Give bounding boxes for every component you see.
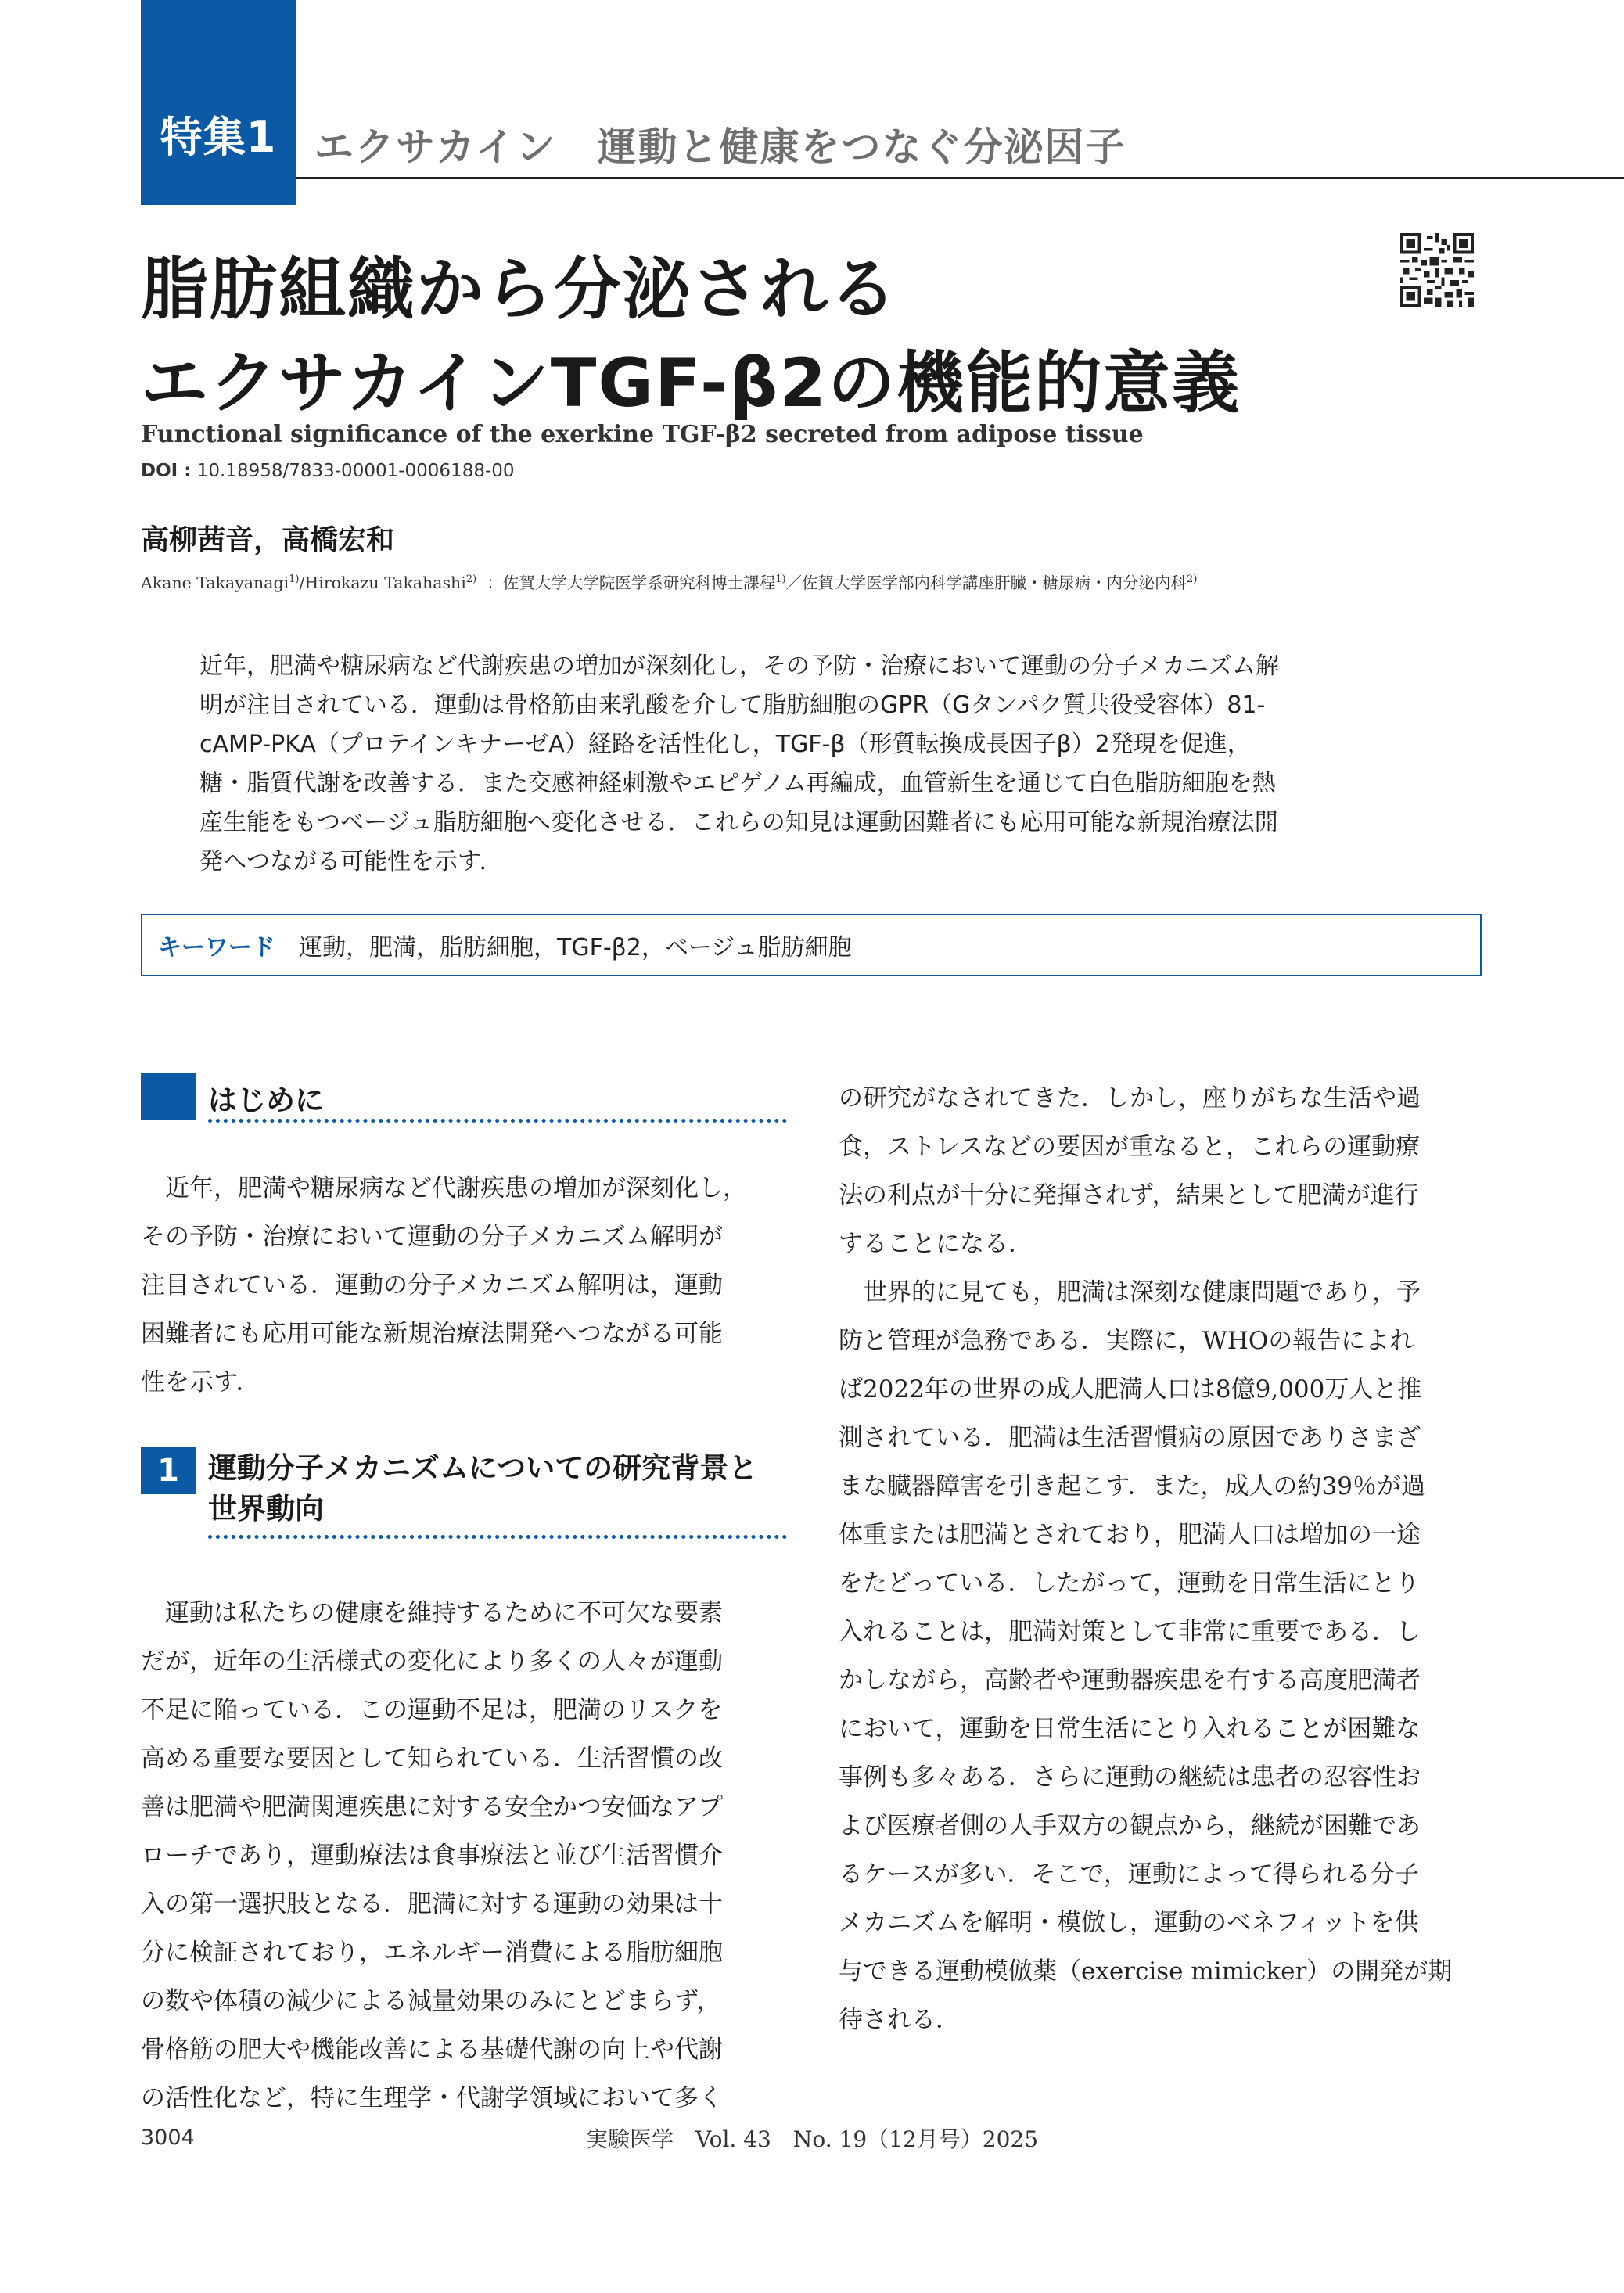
abstract-line: 産生能をもつベージュ脂肪細胞へ変化させる．これらの知見は運動困難者にも応用可能な新規治療法開 bbox=[199, 809, 1278, 836]
body-text-line: 事例も多々ある．さらに運動の継続は患者の忍容性お bbox=[839, 1763, 1421, 1792]
affiliation-author1: Akane Takayanagi bbox=[141, 573, 289, 592]
english-subtitle: Functional significance of the exerkine TGF-β2 secreted from adipose tissue bbox=[141, 421, 1144, 448]
abstract-line: 発へつながる可能性を示す． bbox=[199, 848, 503, 875]
body-text-line: メカニズムを解明・模倣し，運動のベネフィットを供 bbox=[839, 1909, 1419, 1937]
body-text-line: の研究がなされてきた．しかし，座りがちな生活や過 bbox=[839, 1084, 1421, 1112]
body-text-line: かしながら，高齢者や運動器疾患を有する高度肥満者 bbox=[839, 1666, 1421, 1695]
body-text-line: 骨格筋の肥大や機能改善による基礎代謝の向上や代謝 bbox=[141, 2036, 723, 2064]
body-text-line: 世界的に見ても，肥満は深刻な健康問題であり，予 bbox=[839, 1278, 1421, 1306]
affiliation-mark: 2) bbox=[465, 573, 477, 586]
abstract-line: cAMP-PKA（プロテインキナーゼA）経路を活性化し，TGF-β（形質転換成長因子β）2発現を促進， bbox=[199, 731, 1251, 758]
keyword-box bbox=[141, 914, 1482, 976]
body-text-line: の活性化など，特に生理学・代謝学領域において多く bbox=[141, 2084, 723, 2112]
body-text-line: 分に検証されており，エネルギー消費による脂肪細胞 bbox=[141, 1939, 723, 1967]
body-text-line: まな臓器障害を引き起こす．また，成人の約39％が過 bbox=[839, 1472, 1425, 1501]
body-text-line: において，運動を日常生活にとり入れることが困難な bbox=[839, 1715, 1421, 1743]
affiliation-author2: /Hirokazu Takahashi bbox=[299, 573, 466, 592]
body-text-line: 入れることは，肥満対策として非常に重要である．し bbox=[839, 1618, 1421, 1646]
keyword-values: 運動，肥満，脂肪細胞，TGF-β2，ベージュ脂肪細胞 bbox=[299, 934, 852, 961]
body-text-line: 与できる運動模倣薬（exercise mimicker）の開発が期 bbox=[839, 1957, 1453, 1986]
body-text-line: の数や体積の減少による減量効果のみにとどまらず， bbox=[141, 1987, 721, 2015]
journal-info: 実験医学 Vol. 43 No. 19（12月号）2025 bbox=[585, 2126, 1039, 2152]
feature-title: エクサカイン 運動と健康をつなぐ分泌因子 bbox=[314, 124, 1126, 170]
doi-line bbox=[141, 461, 515, 481]
section-heading-1-line1: 運動分子メカニズムについての研究背景と bbox=[208, 1451, 758, 1485]
body-text-line: 食，ストレスなどの要因が重なると，これらの運動療 bbox=[839, 1133, 1421, 1161]
section-number-badge: 1 bbox=[141, 1447, 196, 1494]
affiliation-mark: 2) bbox=[1187, 573, 1198, 586]
keyword-label: キーワード bbox=[158, 934, 275, 961]
qr-code-icon[interactable] bbox=[1400, 233, 1474, 307]
authors: 高柳茜音，高橋宏和 bbox=[141, 524, 395, 556]
affiliations bbox=[141, 570, 1197, 593]
body-text-line: 不足に陥っている．この運動不足は，肥満のリスクを bbox=[141, 1696, 723, 1724]
body-text-line: ローチであり，運動療法は食事療法と並び生活習慣介 bbox=[141, 1842, 723, 1870]
body-text-line: だが，近年の生活様式の変化により多くの人々が運動 bbox=[141, 1648, 723, 1676]
body-text-line: その予防・治療において運動の分子メカニズム解明が bbox=[141, 1223, 723, 1251]
section-heading-1-line2: 世界動向 bbox=[208, 1492, 324, 1526]
body-text-line: 近年，肥満や糖尿病など代謝疾患の増加が深刻化し， bbox=[141, 1174, 747, 1202]
body-text-line: 善は肥満や肥満関連疾患に対する安全かつ安価なアプ bbox=[141, 1793, 723, 1821]
body-text-line: 測されている．肥満は生活習慣病の原因でありさまざ bbox=[839, 1424, 1421, 1452]
body-text-line: 法の利点が十分に発揮されず，結果として肥満が進行 bbox=[839, 1181, 1419, 1209]
section-divider bbox=[208, 1119, 787, 1123]
header-rule bbox=[296, 177, 1624, 179]
body-text-line: することになる． bbox=[839, 1230, 1033, 1258]
affiliation-org1: ：佐賀大学大学院医学系研究科博士課程 bbox=[487, 573, 776, 592]
section-heading-intro: はじめに bbox=[208, 1084, 324, 1117]
body-text-line: よび医療者側の人手双方の観点から，継続が困難であ bbox=[839, 1812, 1421, 1840]
body-text-line: 運動は私たちの健康を維持するために不可欠な要素 bbox=[141, 1599, 723, 1627]
affiliation-mark: 1) bbox=[775, 573, 786, 586]
article-title-line1: 脂肪組織から分泌される bbox=[141, 250, 898, 329]
body-text-line: 防と管理が急務である．実際に，WHOの報告によれ bbox=[839, 1327, 1414, 1355]
doi-link[interactable]: 10.18958/7833-00001-0006188-00 bbox=[196, 461, 515, 481]
section-divider bbox=[208, 1535, 787, 1539]
body-text-line: 注目されている．運動の分子メカニズム解明は，運動 bbox=[141, 1271, 723, 1299]
feature-tab: 特集1 bbox=[141, 0, 296, 205]
section-marker bbox=[141, 1073, 196, 1120]
article-title-line2: エクサカインTGF-β2の機能的意義 bbox=[141, 344, 1241, 422]
body-text-line: 入の第一選択肢となる．肥満に対する運動の効果は十 bbox=[141, 1890, 723, 1918]
body-text-line: 高める重要な要因として知られている．生活習慣の改 bbox=[141, 1745, 723, 1773]
body-text-line: 性を示す． bbox=[141, 1368, 260, 1396]
body-text-line: 体重または肥満とされており，肥満人口は増加の一途 bbox=[839, 1521, 1421, 1549]
body-text-line: るケースが多い．そこで，運動によって得られる分子 bbox=[839, 1860, 1419, 1889]
body-text-line: をたどっている．したがって，運動を日常生活にとり bbox=[839, 1569, 1420, 1598]
body-text-line: 困難者にも応用可能な新規治療法開発へつながる可能 bbox=[141, 1320, 723, 1348]
affiliation-mark: 1) bbox=[289, 573, 300, 586]
body-text-line: 待される． bbox=[839, 2006, 960, 2034]
affiliation-org2: ／佐賀大学医学部内科学講座肝臓・糖尿病・内分泌内科 bbox=[785, 573, 1187, 592]
abstract-line: 明が注目されている．運動は骨格筋由来乳酸を介して脂肪細胞のGPR（Gタンパク質共役受容体）81- bbox=[199, 692, 1266, 719]
page-number: 3004 bbox=[141, 2126, 195, 2150]
abstract-line: 糖・脂質代謝を改善する．また交感神経刺激やエピゲノム再編成，血管新生を通じて白色脂肪細胞を熱 bbox=[199, 770, 1276, 797]
body-text-line: ば2022年の世界の成人肥満人口は8億9,000万人と推 bbox=[839, 1375, 1422, 1403]
doi-label: DOI : bbox=[141, 461, 192, 481]
abstract-line: 近年，肥満や糖尿病など代謝疾患の増加が深刻化し，その予防・治療において運動の分子メカニズム解 bbox=[199, 652, 1279, 680]
